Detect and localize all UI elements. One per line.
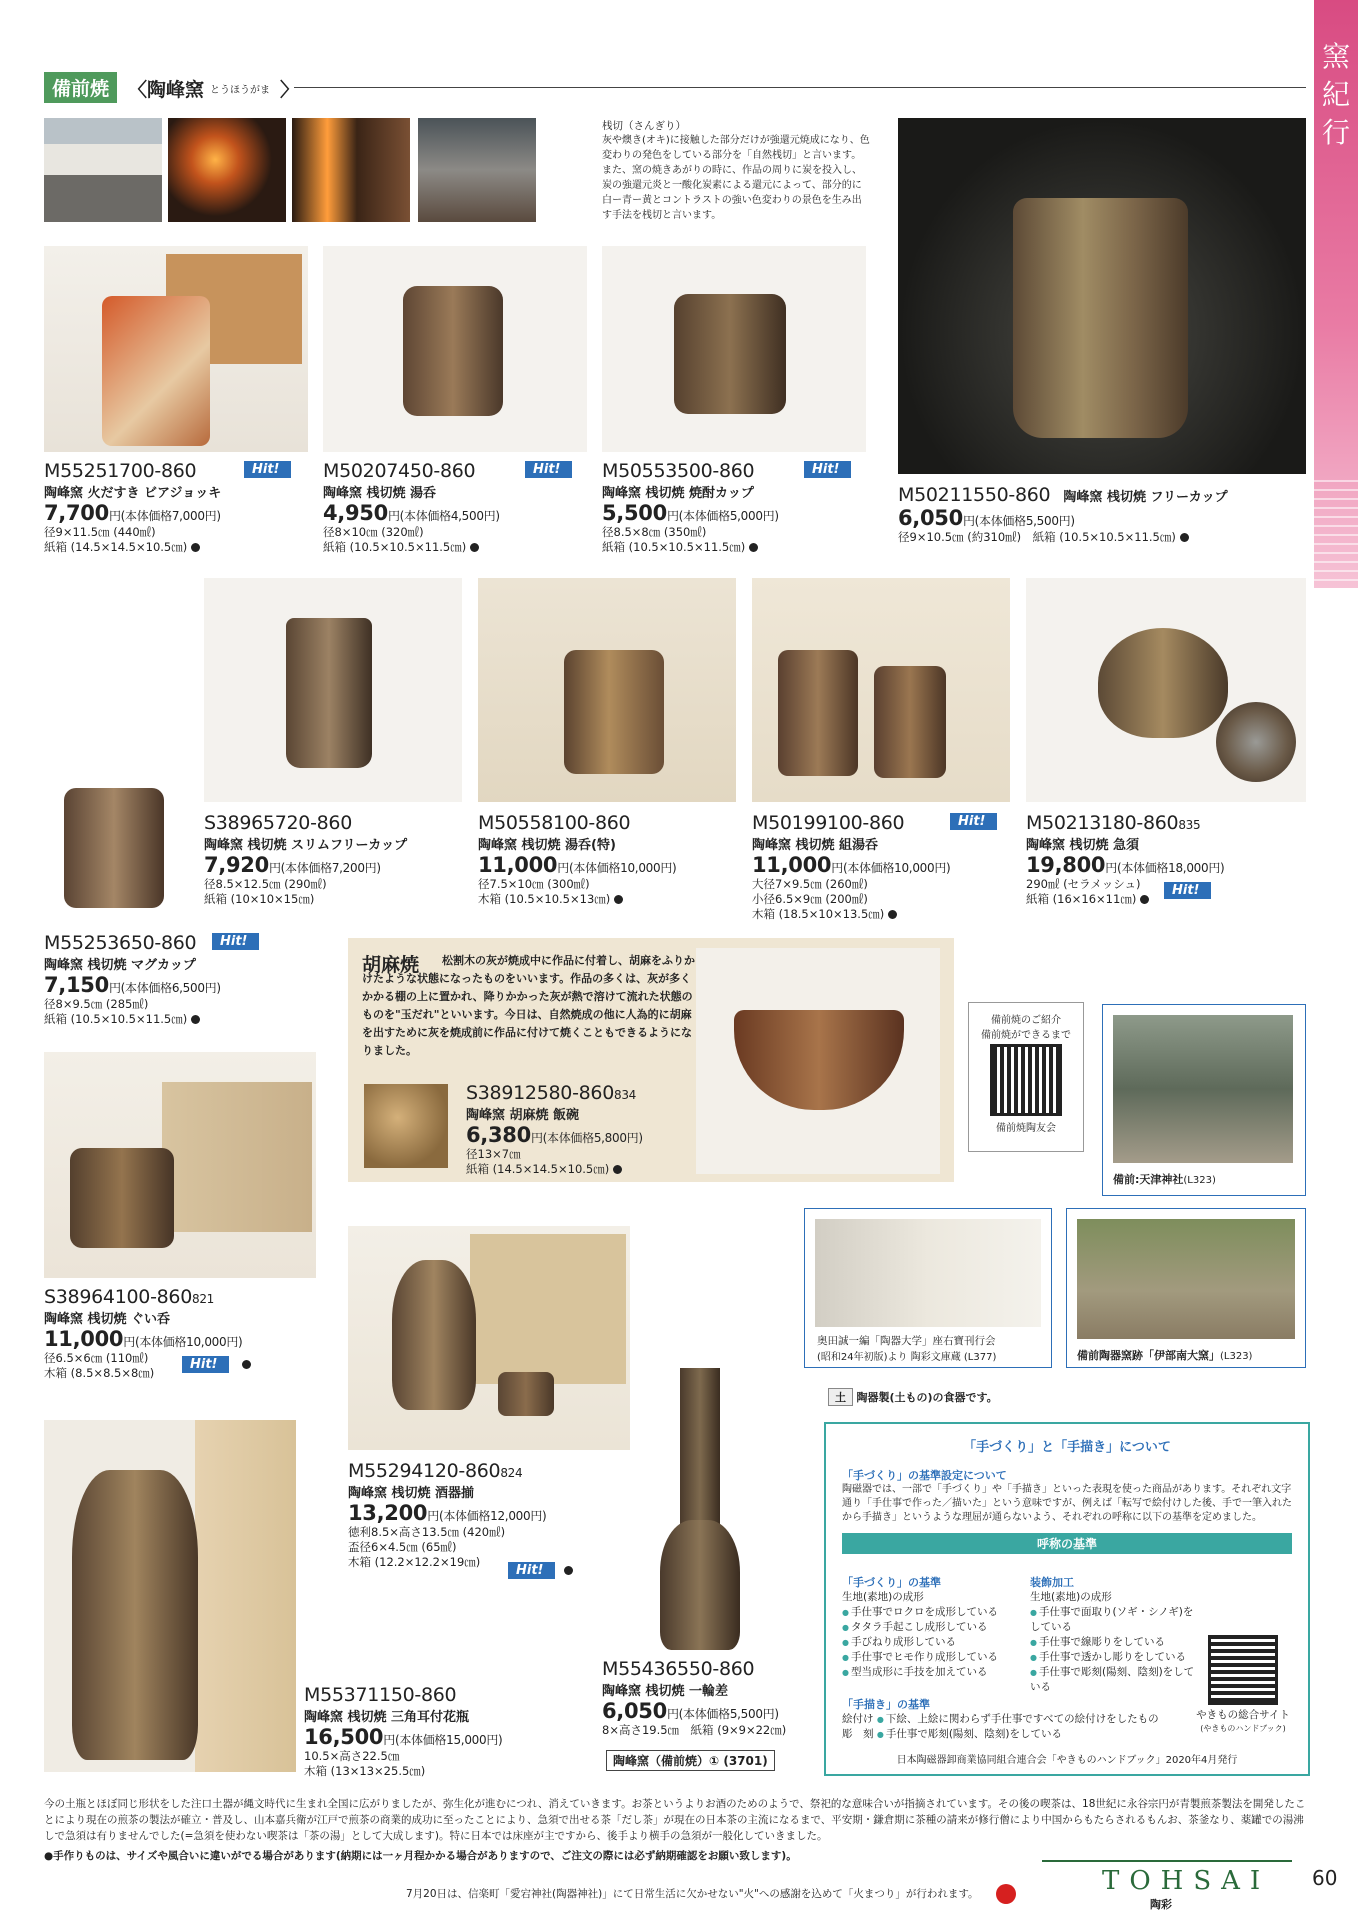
legend-text: 陶器製(土もの)の食器です。 [856, 1391, 998, 1404]
stock-dot-icon [614, 895, 623, 904]
qr-line2: 備前焼ができるまで [981, 1030, 1071, 1041]
price-tax: 円(本体価格5,500円) [666, 1707, 779, 1721]
goma-bowl-photo [696, 948, 940, 1174]
amatsu-ref: (L323) [1183, 1175, 1216, 1186]
product-size: 8×高さ19.5㎝ 紙箱 (9×9×22㎝) [602, 1723, 787, 1737]
product-size-small: 小径6.5×9㎝ (200㎖) [752, 892, 868, 906]
kiln-site-caption-text: 備前陶器窯跡「伊部南大窯」 [1077, 1349, 1220, 1362]
product-box: 紙箱 (10×10×15㎝) [204, 892, 315, 906]
product-code: M50558100-860 [478, 812, 631, 834]
page-number: 60 [1312, 1866, 1338, 1890]
product-code: M50199100-860 [752, 812, 905, 834]
product-price: 11,000 [752, 853, 832, 877]
vase-photo [44, 1420, 296, 1772]
book-caption1: 奥田誠一編「陶器大学」座右寶刊行会 [817, 1335, 996, 1347]
material-legend [828, 1388, 998, 1406]
product-code: M50211550-860 [898, 484, 1051, 506]
kyusu-photo [1026, 578, 1306, 802]
product-name: 陶峰窯 桟切焼 スリムフリーカップ [204, 838, 408, 853]
qr-code-icon [993, 1047, 1059, 1113]
product-box: 木箱 (8.5×8.5×8㎝) [44, 1366, 155, 1380]
hit-badge: Hit! [804, 461, 851, 478]
category-side-tab[interactable] [1314, 0, 1358, 588]
product-card-7[interactable] [752, 812, 1022, 922]
kiln-work-photo [418, 118, 536, 222]
product-size-large: 大径7×9.5㎝ (260㎖) [752, 877, 868, 891]
price-tax: 円(本体価格6,500円) [108, 981, 221, 995]
product-size: 径13×7㎝ [466, 1147, 521, 1161]
col1-item: ● 型当成形に手技を加えている [842, 1665, 1032, 1680]
kiln-site-ref: (L323) [1220, 1351, 1253, 1362]
hit-badge: Hit! [212, 933, 259, 950]
price-tax: 円(本体価格10,000円) [831, 861, 951, 875]
product-code: M50207450-860 [323, 460, 476, 482]
goma-title: 胡麻焼 [362, 954, 420, 976]
stock-dot-icon [1180, 533, 1189, 542]
product-code: M55294120-860 [348, 1460, 501, 1482]
product-card-5[interactable] [204, 812, 474, 907]
handmade-sub1: 「手づくり」の基準設定について [842, 1469, 1007, 1482]
price-tax: 円(本体価格12,000円) [427, 1509, 547, 1523]
product-size: 径8.5×8㎝ (350㎖) [602, 525, 707, 539]
qr-code-icon [1211, 1638, 1275, 1702]
price-tax: 円(本体価格10,000円) [557, 861, 677, 875]
product-code: M55251700-860 [44, 460, 197, 482]
product-card-14[interactable] [602, 1658, 822, 1738]
product-size-cup: 盃径6×4.5㎝ (65㎖) [348, 1540, 457, 1554]
product-card-9[interactable] [44, 932, 314, 1027]
event-line: 7月20日は、信楽町「愛宕神社(陶器神社)」にて日常生活に欠かせない"火"への感謝を込めて「火まつり」が行われます。 [406, 1888, 979, 1900]
amatsu-shrine-box [1102, 1004, 1306, 1196]
product-size: 径8×10㎝ (320㎖) [323, 525, 424, 539]
stock-dot-icon [749, 543, 758, 552]
col1-item: ● 手仕事でヒモ作り成形している [842, 1650, 1032, 1665]
sangiri-body: 灰や燠き(オキ)に接触した部分だけが強還元焼成になり、色変わりの発色をしている部分を「自然桟切」と言います。また、窯の焼きあがりの時に、作品の周りに炭を投入し、炭の強還元炎と一酸化炭素による還元によって、部分的に白ー青ー黄とコントラストの強い色変わりの景色を生み出す手法を桟切と言います。 [602, 135, 870, 221]
product-card-3[interactable] [602, 460, 872, 555]
handmade-col1 [842, 1574, 1032, 1680]
product-size: 径9×11.5㎝ (440㎖) [44, 525, 156, 539]
col3-row-label: 彫 刻 [842, 1728, 874, 1740]
yunomi-special-photo [478, 578, 736, 802]
free-cup-large-photo [898, 118, 1306, 474]
col2-item: ● 手仕事で彫刻(陽刻、陰刻)をしている [1030, 1665, 1200, 1695]
amatsu-caption [1113, 1171, 1216, 1187]
handmade-sub1-body: 陶磁器では、一部で「手づくり」や「手描き」といった表現を使った商品があります。それぞれ文字通り「手仕事で作った／描いた」という意味ですが、例えば「転写で絵付けした後、手で一筆入れたから手描き」というような理屈が通らないよう、それぞれの呼称に以下の基準を定めました。 [842, 1484, 1292, 1523]
col1-head: 「手づくり」の基準 [842, 1576, 941, 1589]
product-price: 7,920 [204, 853, 269, 877]
kiln-label: 陶峰窯（備前焼）① (3701) [606, 1750, 775, 1771]
qr-caption: 備前焼陶友会 [996, 1123, 1056, 1134]
code-suffix: 824 [500, 1466, 523, 1480]
kiln-exterior-photo [44, 118, 162, 222]
red-dot-icon [996, 1884, 1016, 1904]
sangiri-note [602, 118, 870, 223]
product-card-13[interactable] [304, 1684, 584, 1779]
stock-dot-icon [564, 1566, 573, 1575]
product-card-12[interactable] [348, 1460, 638, 1578]
stock-dot-icon [888, 910, 897, 919]
product-code: M50553500-860 [602, 460, 755, 482]
product-size: 径6.5×6㎝ (110㎖) [44, 1351, 149, 1365]
code-suffix: 821 [192, 1292, 215, 1306]
book-box [804, 1208, 1052, 1368]
price-tax: 円(本体価格7,000円) [108, 509, 221, 523]
stock-dot-icon [242, 1360, 251, 1369]
product-code: S38912580-860 [466, 1082, 614, 1104]
hit-badge: Hit! [244, 461, 291, 478]
product-size: 径7.5×10㎝ (300㎖) [478, 877, 590, 891]
product-price: 11,000 [478, 853, 558, 877]
col3-row-text: ● 下絵、上絵に関わらず手仕事ですべての絵付けをしたもの [877, 1713, 1159, 1725]
kiln-site-photo [1077, 1219, 1295, 1339]
product-size: 10.5×高さ22.5㎝ [304, 1749, 400, 1763]
product-name: 陶峰窯 桟切焼 湯呑 [323, 486, 437, 501]
guinomi-photo [44, 1052, 316, 1278]
product-size: 径8×9.5㎝ (285㎖) [44, 997, 149, 1011]
qr-line1: 備前焼のご紹介 [991, 1015, 1061, 1026]
book-photo [815, 1219, 1041, 1327]
col2-item: ● 手仕事で線彫りをしている [1030, 1635, 1200, 1650]
footnote-handmade: ●手作りものは、サイズや風合いに違いがでる場合があります(納期には一ヶ月程かかる場合がありますので、ご注文の際には必ず納期確認をお願い致します)。 [44, 1850, 797, 1862]
kiln-fire-photo [168, 118, 286, 222]
col1-item: ● 手びねり成形している [842, 1635, 1032, 1650]
side-tab-label: 窯紀行 [1321, 40, 1350, 149]
product-name: 陶峰窯 桟切焼 フリーカップ [1063, 490, 1228, 505]
hit-badge: Hit! [508, 1562, 555, 1579]
price-tax: 円(本体価格15,000円) [383, 1733, 503, 1747]
price-tax: 円(本体価格7,200円) [268, 861, 381, 875]
product-box: 紙箱 (14.5×14.5×10.5㎝) [44, 540, 188, 554]
product-card-8[interactable] [1026, 812, 1296, 907]
product-card-11[interactable] [44, 1286, 324, 1381]
product-card-1[interactable] [44, 460, 314, 555]
product-name: 陶峰窯 桟切焼 マグカップ [44, 958, 196, 973]
bizen-intro-qr[interactable] [968, 1002, 1084, 1152]
col1-item: ● 手仕事でロクロを成形している [842, 1605, 1032, 1620]
ichirinzashi-photo [650, 1360, 770, 1656]
brand-sub: 陶彩 [1150, 1898, 1172, 1911]
product-name: 陶峰窯 桟切焼 急須 [1026, 838, 1140, 853]
handmade-footer: 日本陶磁器卸商業協同組合連合会「やきものハンドブック」2020年4月発行 [896, 1755, 1238, 1766]
footnote-history: 今の土瓶とほぼ同じ形状をした注口土器が縄文時代に生まれ全国に広がりましたが、弥生化が進むにつれ、消えていきます。お茶というよりお酒のためのようで、祭祀的な意味合いが指摘されています。その後の喫茶は、18世紀に永谷宗円が青製煎茶製法を開発したことにより現在の煎茶の製法が確立・普及し、山本嘉兵衛が江戸で煎茶の商業的成功に至ったことにより、急須で出せる茶「だし茶」が現在の日本茶の主流になるまで、平安期・鎌倉期に茶種の請来が修行僧により中国からもたらされるもんお、茶釜なり、薬罐での湯沸しで急須は有りませんでした(=急須を使わない喫茶は「茶の湯」として大成します)。特に日本では床座が主ですから、後手より横手の急須が一般化していきました。 [44, 1798, 1306, 1842]
stock-dot-icon [191, 1015, 200, 1024]
product-box: 紙箱 (14.5×14.5×10.5㎝) [466, 1162, 610, 1176]
stock-dot-icon [470, 543, 479, 552]
product-box: 木箱 (18.5×10×13.5㎝) [752, 907, 885, 921]
yakimono-qr[interactable] [1188, 1638, 1298, 1734]
product-size: 径9×10.5㎝ (約310㎖) 紙箱 (10.5×10.5×11.5㎝) [898, 530, 1176, 544]
kumi-yunomi-photo [752, 578, 1010, 802]
product-name: 陶峰窯 桟切焼 酒器揃 [348, 1486, 475, 1501]
price-tax: 円(本体価格5,500円) [962, 514, 1075, 528]
section-header [44, 72, 1306, 102]
stock-dot-icon [613, 1165, 622, 1174]
kiln-close: 〉 [280, 79, 300, 101]
col1-sub: 生地(素地)の成形 [842, 1591, 924, 1603]
shochu-cup-photo [602, 246, 866, 452]
kiln-firing-photo [292, 118, 410, 222]
price-tax: 円(本体価格5,800円) [530, 1131, 643, 1145]
product-code: M55371150-860 [304, 1684, 457, 1706]
code-suffix: 834 [614, 1088, 637, 1102]
product-box: 紙箱 (10.5×10.5×11.5㎝) [602, 540, 746, 554]
brand-logo [1042, 1860, 1292, 1914]
category-tag: 備前焼 [44, 72, 117, 103]
goma-body: 松割木の灰が焼成中に作品に付着し、胡麻をふりかけたような状態になったものをいいます。作品の多くは、灰が多くかかる棚の上に置かれ、降りかかった灰が熱で溶けて流れた状態のものを"玉だれ"といいます。今日は、自然焼成の他に人為的に胡麻を出すために灰を焼成前に作品に付けて焼くこともできるようになりました。 [362, 954, 695, 1057]
amatsu-caption-text: 備前:天津神社 [1113, 1173, 1184, 1186]
product-name: 陶峰窯 桟切焼 組湯呑 [752, 838, 879, 853]
col2-head: 装飾加工 [1030, 1576, 1074, 1589]
product-name: 陶峰窯 桟切焼 ぐい呑 [44, 1312, 171, 1327]
product-price: 5,500 [602, 501, 667, 525]
product-code: S38964100-860 [44, 1286, 192, 1308]
product-box: 紙箱 (16×16×11㎝) [1026, 892, 1137, 906]
kiln-site-box [1066, 1208, 1306, 1368]
code-suffix: 835 [1178, 818, 1201, 832]
product-price: 6,050 [898, 506, 963, 530]
product-price: 13,200 [348, 1501, 428, 1525]
book-caption2: (昭和24年初版)より 陶彩文庫蔵 (L377) [817, 1352, 997, 1363]
product-price: 7,700 [44, 501, 109, 525]
legend-tag: 土 [828, 1388, 853, 1406]
yunomi-photo [323, 246, 587, 452]
tab-stripes [1314, 480, 1358, 588]
beer-mug-photo [44, 246, 308, 452]
price-tax: 円(本体価格10,000円) [123, 1335, 243, 1349]
product-name: 陶峰窯 桟切焼 一輪差 [602, 1684, 729, 1699]
hit-badge: Hit! [1164, 882, 1211, 899]
product-box: 紙箱 (10.5×10.5×11.5㎝) [323, 540, 467, 554]
col3-head: 「手描き」の基準 [842, 1698, 930, 1711]
kiln-ruby: とうほうがま [210, 85, 270, 96]
hit-badge: Hit! [182, 1356, 229, 1373]
product-name: 陶峰窯 桟切焼 湯呑(特) [478, 838, 616, 853]
goma-yaki-box [348, 938, 954, 1182]
product-name: 陶峰窯 桟切焼 焼酎カップ [602, 486, 754, 501]
handmade-col3 [842, 1696, 1182, 1742]
product-card-10[interactable] [466, 1082, 706, 1177]
col2-item: ● 手仕事で面取り(ソギ・シノギ)をしている [1030, 1605, 1200, 1635]
product-code: M55436550-860 [602, 1658, 755, 1680]
col1-item: ● タタラ手起こし成形している [842, 1620, 1032, 1635]
product-code: M50213180-860 [1026, 812, 1179, 834]
product-code: M55253650-860 [44, 932, 197, 954]
product-card-6[interactable] [478, 812, 748, 907]
product-box: 木箱 (13×13×25.5㎝) [304, 1764, 426, 1778]
product-price: 19,800 [1026, 853, 1106, 877]
product-price: 16,500 [304, 1725, 384, 1749]
stock-dot-icon [191, 543, 200, 552]
slim-cup-photo [204, 578, 462, 802]
product-name: 陶峰窯 胡麻焼 飯碗 [466, 1108, 580, 1123]
col2-sub: 生地(素地)の成形 [1030, 1591, 1112, 1603]
product-capacity: 290㎖ (セラメッシュ) [1026, 877, 1141, 891]
mug-photo [44, 770, 204, 930]
brand-logo-text: TOHSAI [1102, 1866, 1271, 1896]
price-tax: 円(本体価格18,000円) [1105, 861, 1225, 875]
tea-strainer-inset [1216, 702, 1296, 782]
qr-caption: やきもの総合サイト [1196, 1709, 1290, 1721]
col3-row-text: ● 手仕事で彫刻(陽刻、陰刻)をしている [877, 1728, 1062, 1740]
product-price: 11,000 [44, 1327, 124, 1351]
standard-band: 呼称の基準 [842, 1533, 1292, 1554]
product-size-tokkuri: 徳利8.5×高さ13.5㎝ (420㎖) [348, 1525, 506, 1539]
product-size: 径8.5×12.5㎝ (290㎖) [204, 877, 327, 891]
product-box: 木箱 (12.2×12.2×19㎝) [348, 1555, 481, 1569]
stock-dot-icon [1140, 895, 1149, 904]
product-name: 陶峰窯 桟切焼 三角耳付花瓶 [304, 1710, 470, 1725]
product-price: 7,150 [44, 973, 109, 997]
product-box: 紙箱 (10.5×10.5×11.5㎝) [44, 1012, 188, 1026]
price-tax: 円(本体価格5,000円) [666, 509, 779, 523]
product-code: S38965720-860 [204, 812, 352, 834]
sangiri-title: 桟切（さんぎり） [602, 120, 686, 132]
kiln-site-caption [1077, 1347, 1252, 1363]
kiln-name: 〈陶峰窯 [128, 79, 205, 101]
product-price: 4,950 [323, 501, 388, 525]
sake-set-photo [348, 1226, 630, 1450]
handmade-title: 「手づくり」と「手描き」について [963, 1440, 1171, 1455]
header-rule [294, 87, 1306, 88]
product-price: 6,050 [602, 1699, 667, 1723]
amatsu-shrine-photo [1113, 1015, 1293, 1163]
product-box: 木箱 (10.5×10.5×13㎝) [478, 892, 611, 906]
product-price: 6,380 [466, 1123, 531, 1147]
hit-badge: Hit! [950, 813, 997, 830]
product-name: 陶峰窯 火だすき ビアジョッキ [44, 486, 222, 501]
hit-badge: Hit! [525, 461, 572, 478]
handmade-standard-box [824, 1422, 1310, 1776]
col2-item: ● 手仕事で透かし彫りをしている [1030, 1650, 1200, 1665]
handmade-col2 [1030, 1574, 1200, 1695]
col3-row-label: 絵付け [842, 1713, 874, 1725]
product-card-2[interactable] [323, 460, 593, 555]
product-card-4[interactable] [898, 484, 1298, 545]
qr-sub: (やきものハンドブック) [1200, 1724, 1286, 1733]
price-tax: 円(本体価格4,500円) [387, 509, 500, 523]
goma-closeup-photo [364, 1084, 448, 1168]
